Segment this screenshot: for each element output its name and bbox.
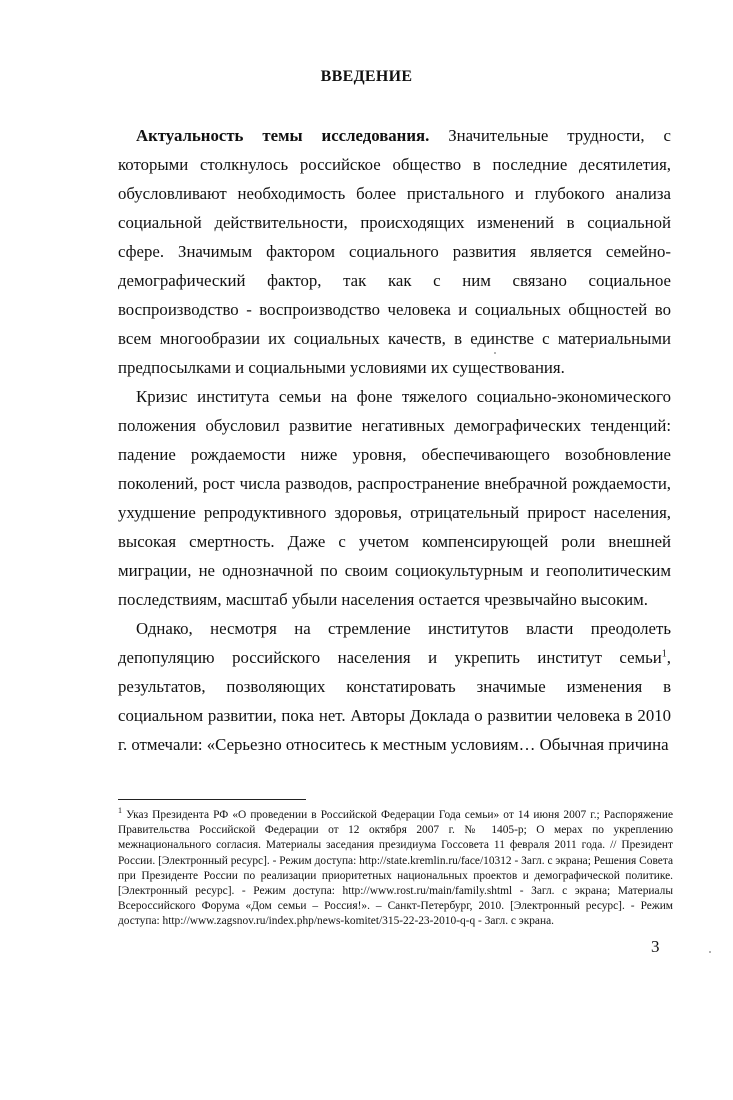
page-title: ВВЕДЕНИЕ [320, 68, 413, 85]
paragraph-crisis: Кризис института семьи на фоне тяжелого социально-экономического положения обусловил развитие негативных демографических тенденций: падение рождаемости ниже уровня, обеспечивающего возобновление поколений, рост числа разводов, распространение внебрачной рождаемости, ухудшение репродуктивного здоровья, отрицательный прирост населения, высокая смертность. Даже с учетом компенсирующей роли внешней миграции, не однозначной по своим социокультурным и геополитическим последствиям, масштаб убыли населения остается чрезвычайно высоким. [118, 387, 671, 609]
relevance-heading: Актуальность темы исследования. [136, 126, 430, 145]
footnote [118, 808, 673, 930]
paragraph-relevance [118, 121, 671, 382]
scan-speck [709, 951, 711, 953]
paragraph-depopulation [118, 614, 671, 759]
footnote-text: Указ Президента РФ «О проведении в Российской Федерации Года семьи» от 14 июня 2007 г.; Распоряжение Правительства Российской Федерации от 12 октября 2007 г. № 1405-р; О мерах по укреплению межнационального согласия. Материалы заседания президиума Госсовета 11 февраля 2011 года. // Президент России. [Электронный ресурс]. - Режим доступа: http://state.kremlin.ru/face/10312 - Загл. с экрана; Решения Совета при Президенте России по реализации приоритетных национальных проектов и демографической политике. [Электронный ресурс]. - Режим доступа: http://www.rost.ru/main/family.shtml - Загл. с экрана; Материалы Всероссийского Форума «Дом семьи – Россия!». – Санкт-Петербург, 2010. [Электронный ресурс]. - Режим доступа: http://www.zagsnov.ru/index.php/news-komitet/315-22-23-2010-q-q - Загл. с экрана. [118, 809, 673, 928]
scan-speck [494, 352, 496, 354]
footnote-reference: 1 [661, 648, 667, 660]
depopulation-text-start: Однако, несмотря на стремление институтов власти преодолеть депопуляцию российского населения и укрепить институт семьи [118, 619, 671, 667]
depopulation-text-end: , результатов, позволяющих констатировать значимые изменения в социальном развитии, пока нет. Авторы Доклада о развитии человека в 2010 г. отмечали: «Серьезно относитесь к местным условиям… Обычная причина [118, 648, 671, 754]
footnote-mark: 1 [118, 806, 122, 816]
relevance-text: Значительные трудности, с которыми столкнулось российское общество в последние десятилетия, обусловливают необходимость более пристального и глубокого анализа социальной действительности, происходящих изменений в социальной сфере. Значимым фактором социального развития является семейно-демографический фактор, так как с ним связано социальное воспроизводство - воспроизводство человека и социальных общностей во всем многообразии их социальных качеств, в единстве с материальными предпосылками и социальными условиями их существования. [118, 126, 671, 377]
page-number: 3 [651, 937, 660, 956]
main-text [118, 121, 671, 759]
footnote-separator [118, 799, 306, 800]
